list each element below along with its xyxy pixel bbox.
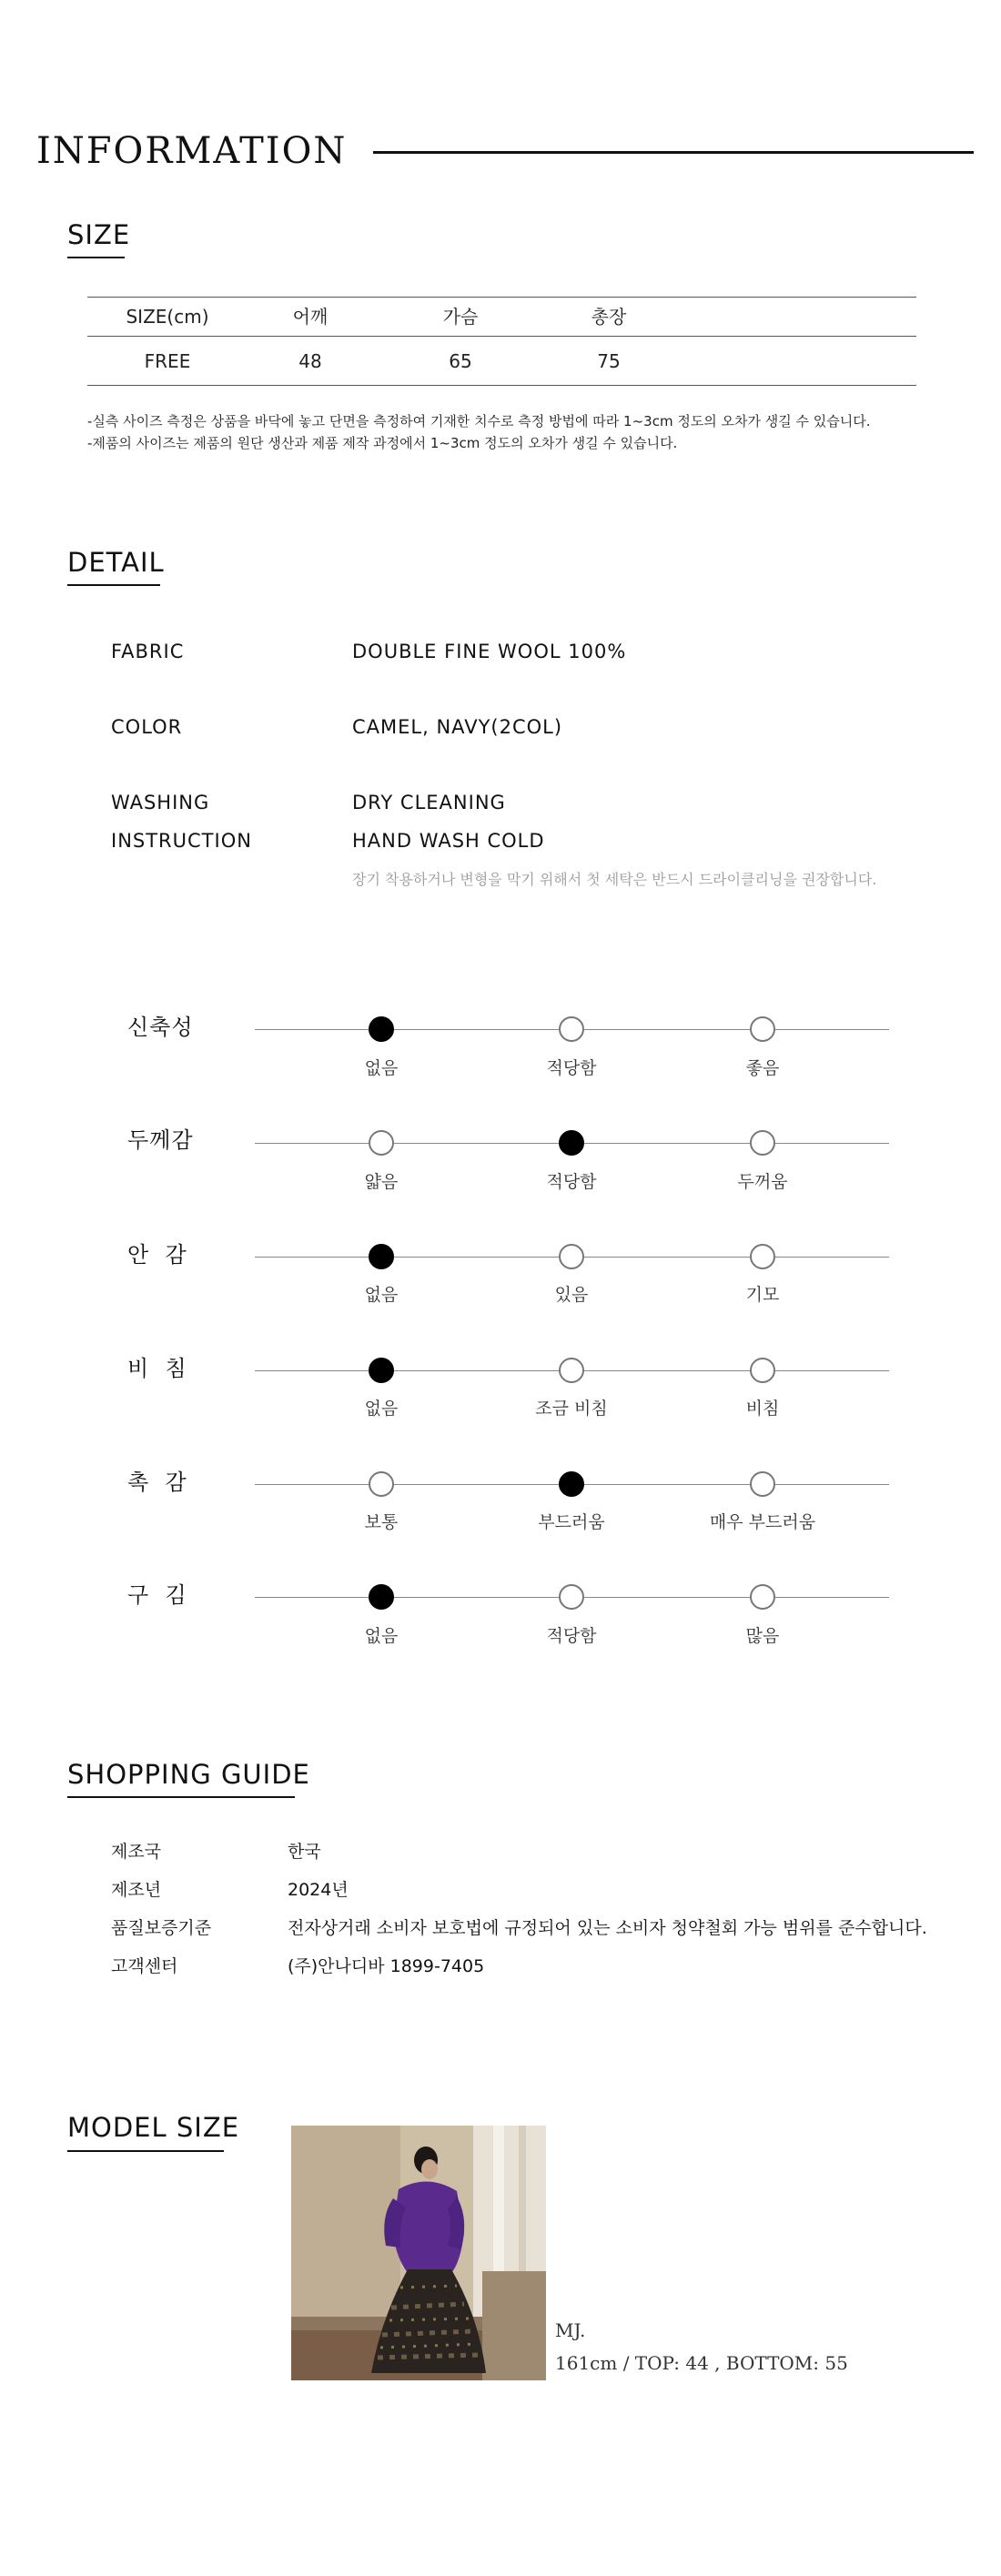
model-size-heading: MODEL SIZE	[67, 2112, 240, 2143]
scale-label: 안 감	[127, 1242, 187, 1268]
guide-label: 고객센터	[111, 1956, 178, 1976]
scale-option: 적당함	[546, 1172, 597, 1192]
title-divider	[373, 151, 974, 154]
scale-option: 두꺼움	[737, 1172, 788, 1192]
scale-dot[interactable]	[750, 1130, 775, 1156]
scale-option: 비침	[745, 1399, 780, 1419]
size-heading: SIZE	[67, 219, 131, 250]
scale-dot[interactable]	[559, 1244, 584, 1269]
scale-option: 없음	[364, 1058, 399, 1078]
scale-label: 두께감	[127, 1127, 194, 1153]
scale-option: 좋음	[745, 1058, 780, 1078]
table-header: 가슴	[442, 306, 479, 328]
guide-label: 품질보증기준	[111, 1918, 212, 1938]
scale-dot[interactable]	[750, 1358, 775, 1383]
table-header-rule	[87, 336, 916, 337]
scale-dot[interactable]	[369, 1471, 394, 1497]
scale-dot[interactable]	[369, 1130, 394, 1156]
scale-dot[interactable]	[369, 1244, 394, 1269]
scale-dot[interactable]	[750, 1471, 775, 1497]
scale-option: 기모	[745, 1285, 780, 1305]
size-note: -실측 사이즈 측정은 상품을 바닥에 놓고 단면을 측정하여 기재한 치수로 측정 방법에 따라 1~3cm 정도의 오차가 생길 수 있습니다.	[87, 413, 871, 429]
scale-option: 없음	[364, 1399, 399, 1419]
guide-label: 제조년	[111, 1880, 162, 1900]
guide-value: 전자상거래 소비자 보호법에 규정되어 있는 소비자 청약철회 가능 범위를 준수합니다.	[288, 1918, 927, 1938]
shopping-guide-heading: SHOPPING GUIDE	[67, 1759, 310, 1790]
table-header: 총장	[591, 306, 627, 328]
scale-dot[interactable]	[559, 1130, 584, 1156]
table-top-rule	[87, 297, 916, 298]
washing-value: DRY CLEANING	[352, 792, 506, 813]
scale-dot[interactable]	[369, 1358, 394, 1383]
scale-option: 얇음	[364, 1172, 399, 1192]
scale-label: 비 침	[127, 1356, 187, 1381]
table-cell: 48	[298, 350, 322, 372]
scale-option: 많음	[745, 1626, 780, 1646]
scale-option: 보통	[364, 1512, 399, 1532]
size-note: -제품의 사이즈는 제품의 원단 생산과 제품 제작 과정에서 1~3cm 정도의 오차가 생길 수 있습니다.	[87, 435, 678, 451]
model-photo	[291, 2126, 546, 2380]
model-size-underline	[67, 2150, 224, 2152]
table-cell: 75	[597, 350, 621, 372]
washing-label: WASHING	[111, 792, 210, 813]
instruction-label: INSTRUCTION	[111, 830, 252, 852]
scale-dot[interactable]	[559, 1016, 584, 1042]
scale-dot[interactable]	[369, 1016, 394, 1042]
table-header: 어깨	[292, 306, 329, 328]
scale-option: 매우 부드러움	[709, 1512, 816, 1532]
washing-note: 장기 착용하거나 변형을 막기 위해서 첫 세탁은 반드시 드라이클리닝을 권장합니다.	[352, 871, 877, 888]
table-cell: 65	[449, 350, 472, 372]
table-cell: FREE	[144, 350, 191, 372]
scale-dot[interactable]	[559, 1471, 584, 1497]
detail-heading: DETAIL	[67, 547, 165, 578]
scale-dot[interactable]	[559, 1584, 584, 1610]
scale-dot[interactable]	[369, 1584, 394, 1610]
scale-option: 없음	[364, 1285, 399, 1305]
guide-value: 한국	[288, 1842, 321, 1862]
scale-option: 조금 비침	[535, 1399, 608, 1419]
scale-dot[interactable]	[750, 1016, 775, 1042]
scale-option: 없음	[364, 1626, 399, 1646]
scale-dot[interactable]	[750, 1584, 775, 1610]
detail-heading-underline	[67, 584, 160, 586]
scale-option: 적당함	[546, 1058, 597, 1078]
color-label: COLOR	[111, 716, 183, 738]
washing-value: HAND WASH COLD	[352, 830, 545, 852]
model-measurements: 161cm / TOP: 44 , BOTTOM: 55	[555, 2352, 848, 2374]
fabric-label: FABRIC	[111, 641, 185, 662]
scale-dot[interactable]	[750, 1244, 775, 1269]
size-heading-underline	[67, 257, 125, 258]
guide-value: 2024년	[288, 1880, 349, 1900]
table-header: SIZE(cm)	[126, 306, 209, 328]
scale-option: 적당함	[546, 1626, 597, 1646]
page-title: INFORMATION	[36, 130, 348, 172]
scale-option: 있음	[554, 1285, 589, 1305]
guide-label: 제조국	[111, 1842, 162, 1862]
scale-dot[interactable]	[559, 1358, 584, 1383]
table-bottom-rule	[87, 385, 916, 386]
shopping-guide-underline	[67, 1796, 295, 1798]
scale-label: 구 김	[127, 1582, 187, 1608]
guide-value: (주)안나디바 1899-7405	[288, 1956, 485, 1976]
scale-option: 부드러움	[538, 1512, 605, 1532]
color-value: CAMEL, NAVY(2COL)	[352, 716, 563, 738]
scale-label: 신축성	[127, 1015, 194, 1040]
scale-label: 촉 감	[127, 1470, 187, 1495]
fabric-value: DOUBLE FINE WOOL 100%	[352, 641, 627, 662]
model-name: MJ.	[555, 2319, 586, 2341]
